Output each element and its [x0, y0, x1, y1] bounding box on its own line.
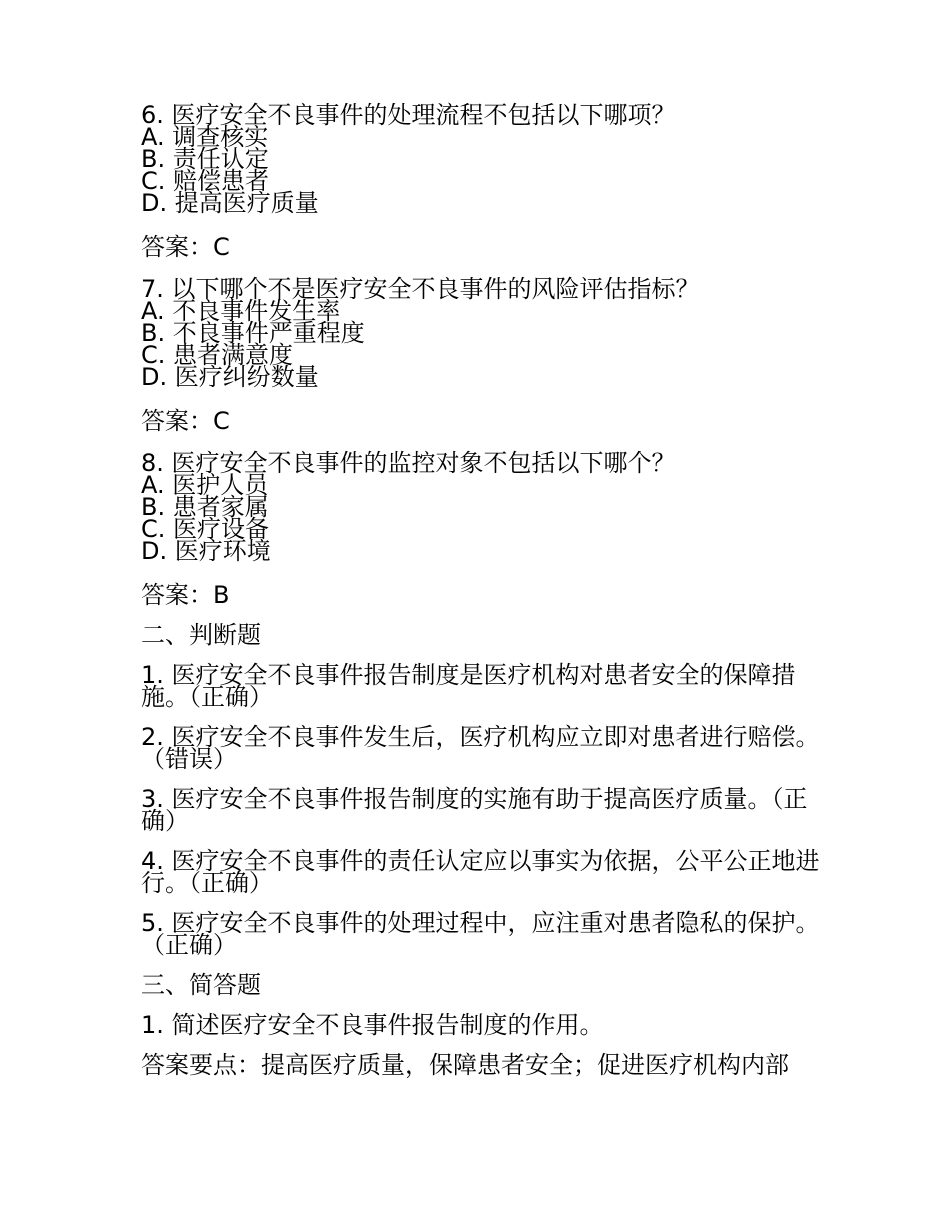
- section-heading: 三、简答题: [141, 971, 261, 999]
- answer-text: 答案：C: [141, 233, 230, 261]
- answer-text: 答案：B: [141, 581, 230, 609]
- short-answer-question: 1. 简述医疗安全不良事件报告制度的作用。: [141, 1011, 604, 1039]
- option-b: B. 不良事件严重程度: [141, 319, 365, 347]
- judgement-item: 2. 医疗安全不良事件发生后，医疗机构应立即对患者进行赔偿。（错误）: [141, 723, 820, 773]
- option-d: D. 医疗环境: [141, 537, 271, 565]
- judgement-item: 5. 医疗安全不良事件的处理过程中，应注重对患者隐私的保护。（正确）: [141, 909, 820, 959]
- choice-question: [141, 449, 821, 609]
- option-c: C. 医疗设备: [141, 515, 270, 543]
- document-page: [141, 101, 821, 1079]
- option-b: B. 责任认定: [141, 145, 269, 173]
- option-c: C. 患者满意度: [141, 341, 294, 369]
- option-a: A. 医护人员: [141, 471, 269, 499]
- choice-question: [141, 101, 821, 261]
- judgement-item: 1. 医疗安全不良事件报告制度是医疗机构对患者安全的保障措施。（正确）: [141, 661, 796, 711]
- section-heading: 二、判断题: [141, 621, 261, 649]
- option-c: C. 赔偿患者: [141, 167, 270, 195]
- option-d: D. 医疗纠纷数量: [141, 363, 319, 391]
- answer-text: 答案：C: [141, 407, 230, 435]
- option-d: D. 提高医疗质量: [141, 189, 319, 217]
- choice-question: [141, 275, 821, 435]
- option-a: A. 不良事件发生率: [141, 297, 341, 325]
- option-a: A. 调查核实: [141, 123, 269, 151]
- question-text: 8. 医疗安全不良事件的监控对象不包括以下哪个？: [141, 449, 676, 477]
- option-b: B. 患者家属: [141, 493, 269, 521]
- short-answer-answer: 答案要点：提高医疗质量，保障患者安全；促进医疗机构内部: [141, 1051, 789, 1079]
- judgement-item: 3. 医疗安全不良事件报告制度的实施有助于提高医疗质量。（正确）: [141, 785, 808, 835]
- question-text: 7. 以下哪个不是医疗安全不良事件的风险评估指标？: [141, 275, 700, 303]
- question-text: 6. 医疗安全不良事件的处理流程不包括以下哪项？: [141, 101, 676, 129]
- judgement-item: 4. 医疗安全不良事件的责任认定应以事实为依据，公平公正地进行。（正确）: [141, 847, 820, 897]
